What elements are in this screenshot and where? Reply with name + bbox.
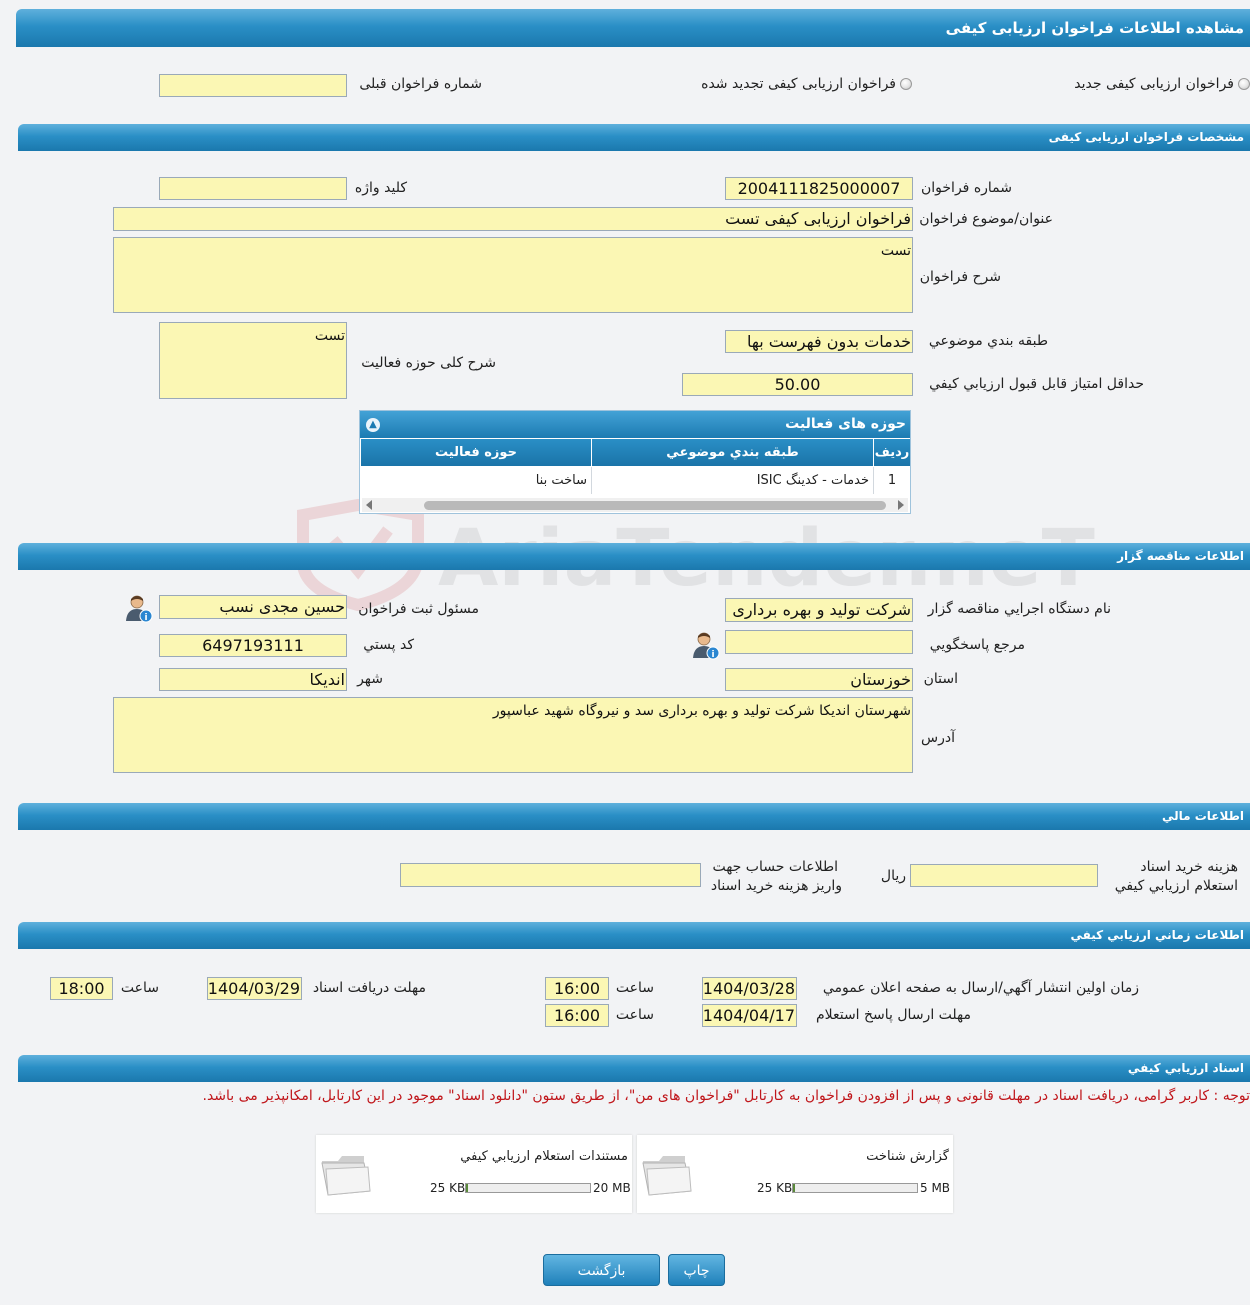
call-number-label: شماره فراخوان	[921, 180, 1012, 196]
description-label: شرح فراخوان	[919, 269, 1001, 285]
activity-desc-label: شرح کلی حوزه فعالیت	[361, 355, 496, 371]
activity-grid-title: حوزه های فعالیت	[360, 411, 910, 438]
grid-cell-category: خدمات - کدینگ ISIC	[591, 467, 873, 494]
previous-call-label: شماره فراخوان قبلی	[359, 76, 482, 92]
grid-col-category: طبقه بندي موضوعي	[591, 439, 873, 466]
doc-fee-field[interactable]	[910, 864, 1098, 887]
subject-label: عنوان/موضوع فراخوان	[919, 211, 1053, 227]
scroll-thumb[interactable]	[424, 501, 886, 510]
file-size-bar	[792, 1183, 918, 1193]
print-button[interactable]: چاپ	[668, 1254, 725, 1286]
scroll-right-icon[interactable]	[898, 500, 904, 510]
publish-time-label: ساعت	[615, 980, 654, 996]
call-number-field[interactable]: 2004111825000007	[725, 177, 913, 200]
reference-label: مرجع پاسخگويي	[929, 637, 1025, 653]
radio-renewed-call-label: فراخوان ارزیابی کیفی تجدید شده	[701, 76, 896, 92]
receive-date-field[interactable]: 1404/03/29	[207, 979, 300, 998]
file-max-size: 5 MB	[920, 1181, 951, 1195]
reply-label: مهلت ارسال پاسخ استعلام	[815, 1007, 971, 1023]
svg-text:i: i	[711, 650, 715, 660]
registrar-field[interactable]: حسین مجدی نسب	[159, 595, 347, 619]
province-label: استان	[923, 671, 958, 687]
section-timing-header: اطلاعات زماني ارزيابي کيفي	[18, 922, 1250, 949]
account-label-2: واریز هزینه خرید اسناد	[710, 878, 842, 894]
radio-renewed-call[interactable]	[900, 78, 912, 90]
file-size: 25 KB	[757, 1181, 793, 1195]
grid-scrollbar[interactable]	[362, 498, 908, 512]
address-field[interactable]: شهرستان اندیکا شرکت تولید و بهره برداری سد و نیروگاه شهید عباسپور	[113, 697, 913, 773]
postal-code-label: کد پستي	[363, 637, 414, 653]
doc-fee-label-2: استعلام ارزيابي کيفي	[1114, 878, 1238, 894]
reference-info-icon[interactable]	[692, 630, 720, 660]
file-card[interactable]	[316, 1135, 632, 1213]
province-field[interactable]: خوزستان	[725, 668, 913, 691]
category-label: طبقه بندي موضوعي	[928, 333, 1048, 349]
keyword-field[interactable]	[159, 177, 347, 200]
grid-col-row: ردیف	[873, 439, 910, 466]
user-info-icon[interactable]	[125, 593, 153, 623]
account-field[interactable]	[400, 863, 701, 887]
file-name[interactable]: گزارش شناخت	[866, 1149, 949, 1164]
grid-cell-activity: ساخت بنا	[535, 473, 587, 488]
section-financial-header: اطلاعات مالي	[18, 803, 1250, 830]
reply-date-field[interactable]: 1404/04/17	[702, 1006, 795, 1025]
file-card[interactable]	[637, 1135, 953, 1213]
currency-label: ريال	[880, 868, 906, 884]
description-field[interactable]: تست	[113, 237, 913, 313]
min-score-label: حداقل امتياز قابل قبول ارزيابي کيفي	[929, 376, 1144, 392]
section-documents-header: اسناد ارزيابي کيفي	[18, 1055, 1250, 1082]
org-name-field[interactable]: شرکت تولید و بهره برداری	[725, 598, 913, 622]
org-name-label: نام دستگاه اجرايي مناقصه گزار	[927, 601, 1111, 617]
collapse-up-icon[interactable]: ▲	[366, 418, 380, 432]
section-specs-header: مشخصات فراخوان ارزیابی کیفی	[18, 124, 1250, 151]
receive-time-field[interactable]: 18:00	[50, 977, 113, 1000]
grid-cell-row: 1	[873, 467, 910, 494]
category-field[interactable]: خدمات بدون فهرست بها	[725, 330, 913, 353]
keyword-label: کلید واژه	[354, 180, 407, 196]
receive-time-label: ساعت	[120, 980, 159, 996]
activity-grid	[359, 410, 911, 514]
file-max-size: 20 MB	[593, 1181, 631, 1195]
radio-new-call[interactable]	[1238, 78, 1250, 90]
page-title: مشاهده اطلاعات فراخوان ارزیابی کیفی	[16, 9, 1250, 47]
grid-col-activity: حوزه فعالیت	[360, 439, 591, 466]
postal-code-field[interactable]: 6497193111	[159, 634, 347, 657]
activity-desc-field[interactable]: تست	[159, 322, 347, 399]
account-label-1: اطلاعات حساب جهت	[712, 859, 838, 875]
publish-date-field[interactable]: 1404/03/28	[702, 979, 795, 998]
publish-label: زمان اولين انتشار آگهي/ارسال به صفحه اعلان عمومي	[822, 980, 1139, 996]
svg-text:i: i	[144, 613, 148, 623]
city-field[interactable]: اندیکا	[159, 668, 347, 691]
reference-field[interactable]	[725, 630, 913, 654]
folder-icon	[641, 1151, 693, 1199]
section-organizer-header: اطلاعات مناقصه گزار	[18, 543, 1250, 570]
registrar-label: مسئول ثبت فراخوان	[358, 601, 479, 617]
file-size-bar	[465, 1183, 591, 1193]
address-label: آدرس	[921, 730, 955, 746]
receive-label: مهلت دریافت اسناد	[312, 980, 426, 996]
scroll-left-icon[interactable]	[366, 500, 372, 510]
download-note: توجه : کاربر گرامی، دریافت اسناد در مهلت قانونی و پس از افزودن فراخوان به کارتابل "فراخوان های من"، از طریق ستون "دانلود اسناد" موجود در این کارتابل، امکانپذیر می باشد.	[202, 1088, 1250, 1104]
previous-call-field[interactable]	[159, 74, 347, 97]
back-button[interactable]: بازگشت	[543, 1254, 660, 1286]
doc-fee-label-1: هزينه خريد اسناد	[1140, 859, 1238, 875]
subject-field[interactable]: فراخوان ارزیابی کیفی تست	[113, 207, 913, 231]
file-size: 25 KB	[430, 1181, 466, 1195]
reply-time-label: ساعت	[615, 1007, 654, 1023]
file-name[interactable]: مستندات استعلام ارزيابي کيفي	[460, 1149, 628, 1164]
min-score-field[interactable]: 50.00	[682, 373, 913, 396]
publish-time-field[interactable]: 16:00	[545, 977, 609, 1000]
radio-new-call-label: فراخوان ارزیابی کیفی جدید	[1074, 76, 1234, 92]
folder-icon	[320, 1151, 372, 1199]
city-label: شهر	[357, 671, 383, 687]
reply-time-field[interactable]: 16:00	[545, 1004, 609, 1027]
